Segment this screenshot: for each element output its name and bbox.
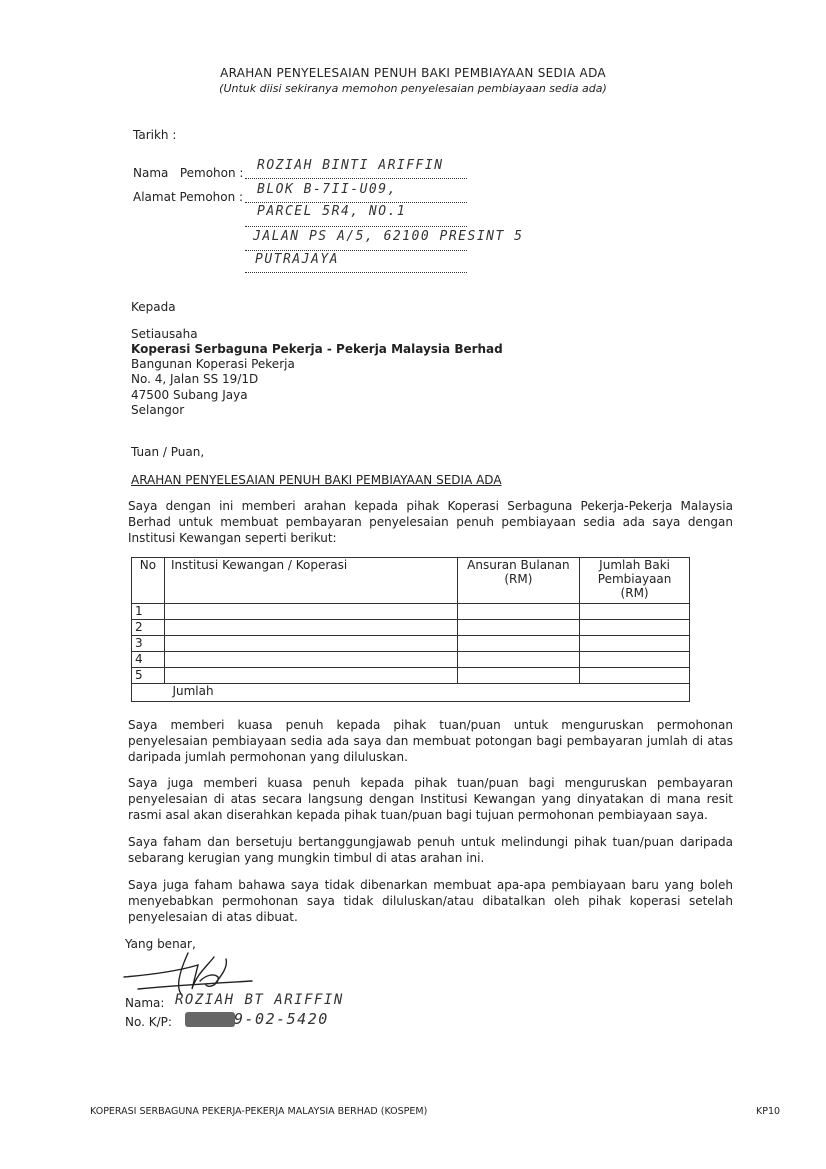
baki-cell[interactable] [580, 652, 690, 668]
institusi-cell[interactable] [164, 620, 457, 636]
salutation: Tuan / Puan, [131, 445, 205, 459]
recipient-line: No. 4, Jalan SS 19/1D [131, 372, 259, 386]
nama-pemohon-label: Nama Pemohon : [133, 166, 244, 180]
authorization-paragraph-1: Saya memberi kuasa penuh kepada pihak tuan/puan untuk menguruskan permohonan penyelesaian pembiayaan sedia ada saya dan membuat potongan bagi pembayaran jumlah di atas daripada jumlah permohonan yang diluluskan. [128, 718, 733, 764]
institusi-cell[interactable] [164, 636, 457, 652]
sig-nama-label: Nama: [125, 996, 165, 1010]
recipient-line: Selangor [131, 403, 185, 417]
kepada-label: Kepada [131, 300, 176, 314]
row-number: 1 [132, 604, 165, 620]
header-no: No [132, 558, 165, 604]
alamat-line-2-value: PARCEL 5R4, NO.1 [257, 204, 407, 219]
ansuran-cell[interactable] [457, 620, 580, 636]
document-subtitle: (Untuk diisi sekiranya memohon penyelesaian pembiayaan sedia ada) [219, 82, 607, 95]
document-title: ARAHAN PENYELESAIAN PENUH BAKI PEMBIAYAAN SEDIA ADA [220, 66, 606, 80]
nama-pemohon-field[interactable] [245, 158, 467, 179]
baki-cell[interactable] [580, 620, 690, 636]
header-ansuran: Ansuran Bulanan (RM) [457, 558, 580, 604]
header-institusi: Institusi Kewangan / Koperasi [164, 558, 457, 604]
alamat-line-4-value: PUTRAJAYA [255, 252, 339, 267]
alamat-line-3-value: JALAN PS A/5, 62100 PRESINT 5 [253, 229, 524, 244]
sig-kp-value: 9-02-5420 [234, 1010, 329, 1028]
ansuran-cell[interactable] [457, 668, 580, 684]
recipient-line: Bangunan Koperasi Pekerja [131, 357, 295, 371]
row-number: 2 [132, 620, 165, 636]
recipient-line: Setiausaha [131, 327, 198, 341]
authorization-paragraph-2: Saya juga memberi kuasa penuh kepada pihak tuan/puan bagi menguruskan pembayaran penyelesaian di atas secara langsung dengan Institusi Kewangan yang dinyatakan di mana resit rasmi asal akan diserahkan kepada pihak tuan/puan bagi tujuan permohonan pembiayaan saya. [128, 776, 733, 822]
institution-table [131, 557, 690, 702]
table-row [132, 620, 690, 636]
redaction-block [185, 1012, 235, 1027]
liability-paragraph: Saya faham dan bersetuju bertanggungjawab penuh untuk melindungi pihak tuan/puan daripada sebarang kerugian yang mungkin timbul di atas arahan ini. [128, 835, 733, 865]
alamat-line-1[interactable] [245, 182, 467, 203]
baki-cell[interactable] [580, 668, 690, 684]
table-row [132, 636, 690, 652]
ansuran-cell[interactable] [457, 636, 580, 652]
closing-text: Yang benar, [125, 937, 196, 951]
table-row [132, 604, 690, 620]
alamat-pemohon-label: Alamat Pemohon : [133, 190, 244, 204]
no-new-financing-paragraph: Saya juga faham bahawa saya tidak dibenarkan membuat apa-apa pembiayaan baru yang boleh menyebabkan permohonan saya tidak diluluskan/atau dibatalkan oleh pihak koperasi setelah penyelesaian di atas dibuat. [128, 878, 733, 924]
baki-cell[interactable] [580, 636, 690, 652]
table-total-row [132, 684, 690, 702]
alamat-line-4[interactable] [245, 252, 467, 273]
table-row [132, 652, 690, 668]
header-jumlah-baki: Jumlah Baki Pembiayaan (RM) [580, 558, 690, 604]
intro-paragraph: Saya dengan ini memberi arahan kepada pihak Koperasi Serbaguna Pekerja-Pekerja Malaysia Berhad untuk membuat pembayaran penyelesaian penuh pembiayaan sedia ada saya dengan Institusi Kewangan seperti berikut: [128, 499, 733, 545]
institusi-cell[interactable] [164, 668, 457, 684]
sig-kp-label: No. K/P: [125, 1015, 172, 1029]
recipient-line: Koperasi Serbaguna Pekerja - Pekerja Malaysia Berhad [131, 342, 503, 356]
subject-heading: ARAHAN PENYELESAIAN PENUH BAKI PEMBIAYAAN SEDIA ADA [131, 473, 502, 487]
baki-cell[interactable] [580, 604, 690, 620]
sig-nama-value: ROZIAH BT ARIFFIN [175, 992, 344, 1008]
recipient-line: 47500 Subang Jaya [131, 388, 248, 402]
tarikh-label: Tarikh : [133, 128, 177, 142]
table-header-row [132, 558, 690, 604]
institusi-cell[interactable] [164, 604, 457, 620]
institusi-cell[interactable] [164, 652, 457, 668]
row-number: 3 [132, 636, 165, 652]
ansuran-cell[interactable] [457, 652, 580, 668]
row-number: 4 [132, 652, 165, 668]
nama-pemohon-value: ROZIAH BINTI ARIFFIN [257, 158, 444, 173]
table-row [132, 668, 690, 684]
alamat-line-3[interactable] [245, 229, 524, 251]
total-label: Jumlah [164, 684, 689, 702]
ansuran-cell[interactable] [457, 604, 580, 620]
alamat-line-1-value: BLOK B-7II-U09, [257, 182, 397, 197]
row-number: 5 [132, 668, 165, 684]
total-spacer [132, 684, 165, 702]
footer-form-code: KP10 [756, 1106, 781, 1117]
alamat-line-2[interactable] [245, 204, 467, 227]
footer-organization: KOPERASI SERBAGUNA PEKERJA-PEKERJA MALAYSIA BERHAD (KOSPEM) [90, 1106, 428, 1117]
